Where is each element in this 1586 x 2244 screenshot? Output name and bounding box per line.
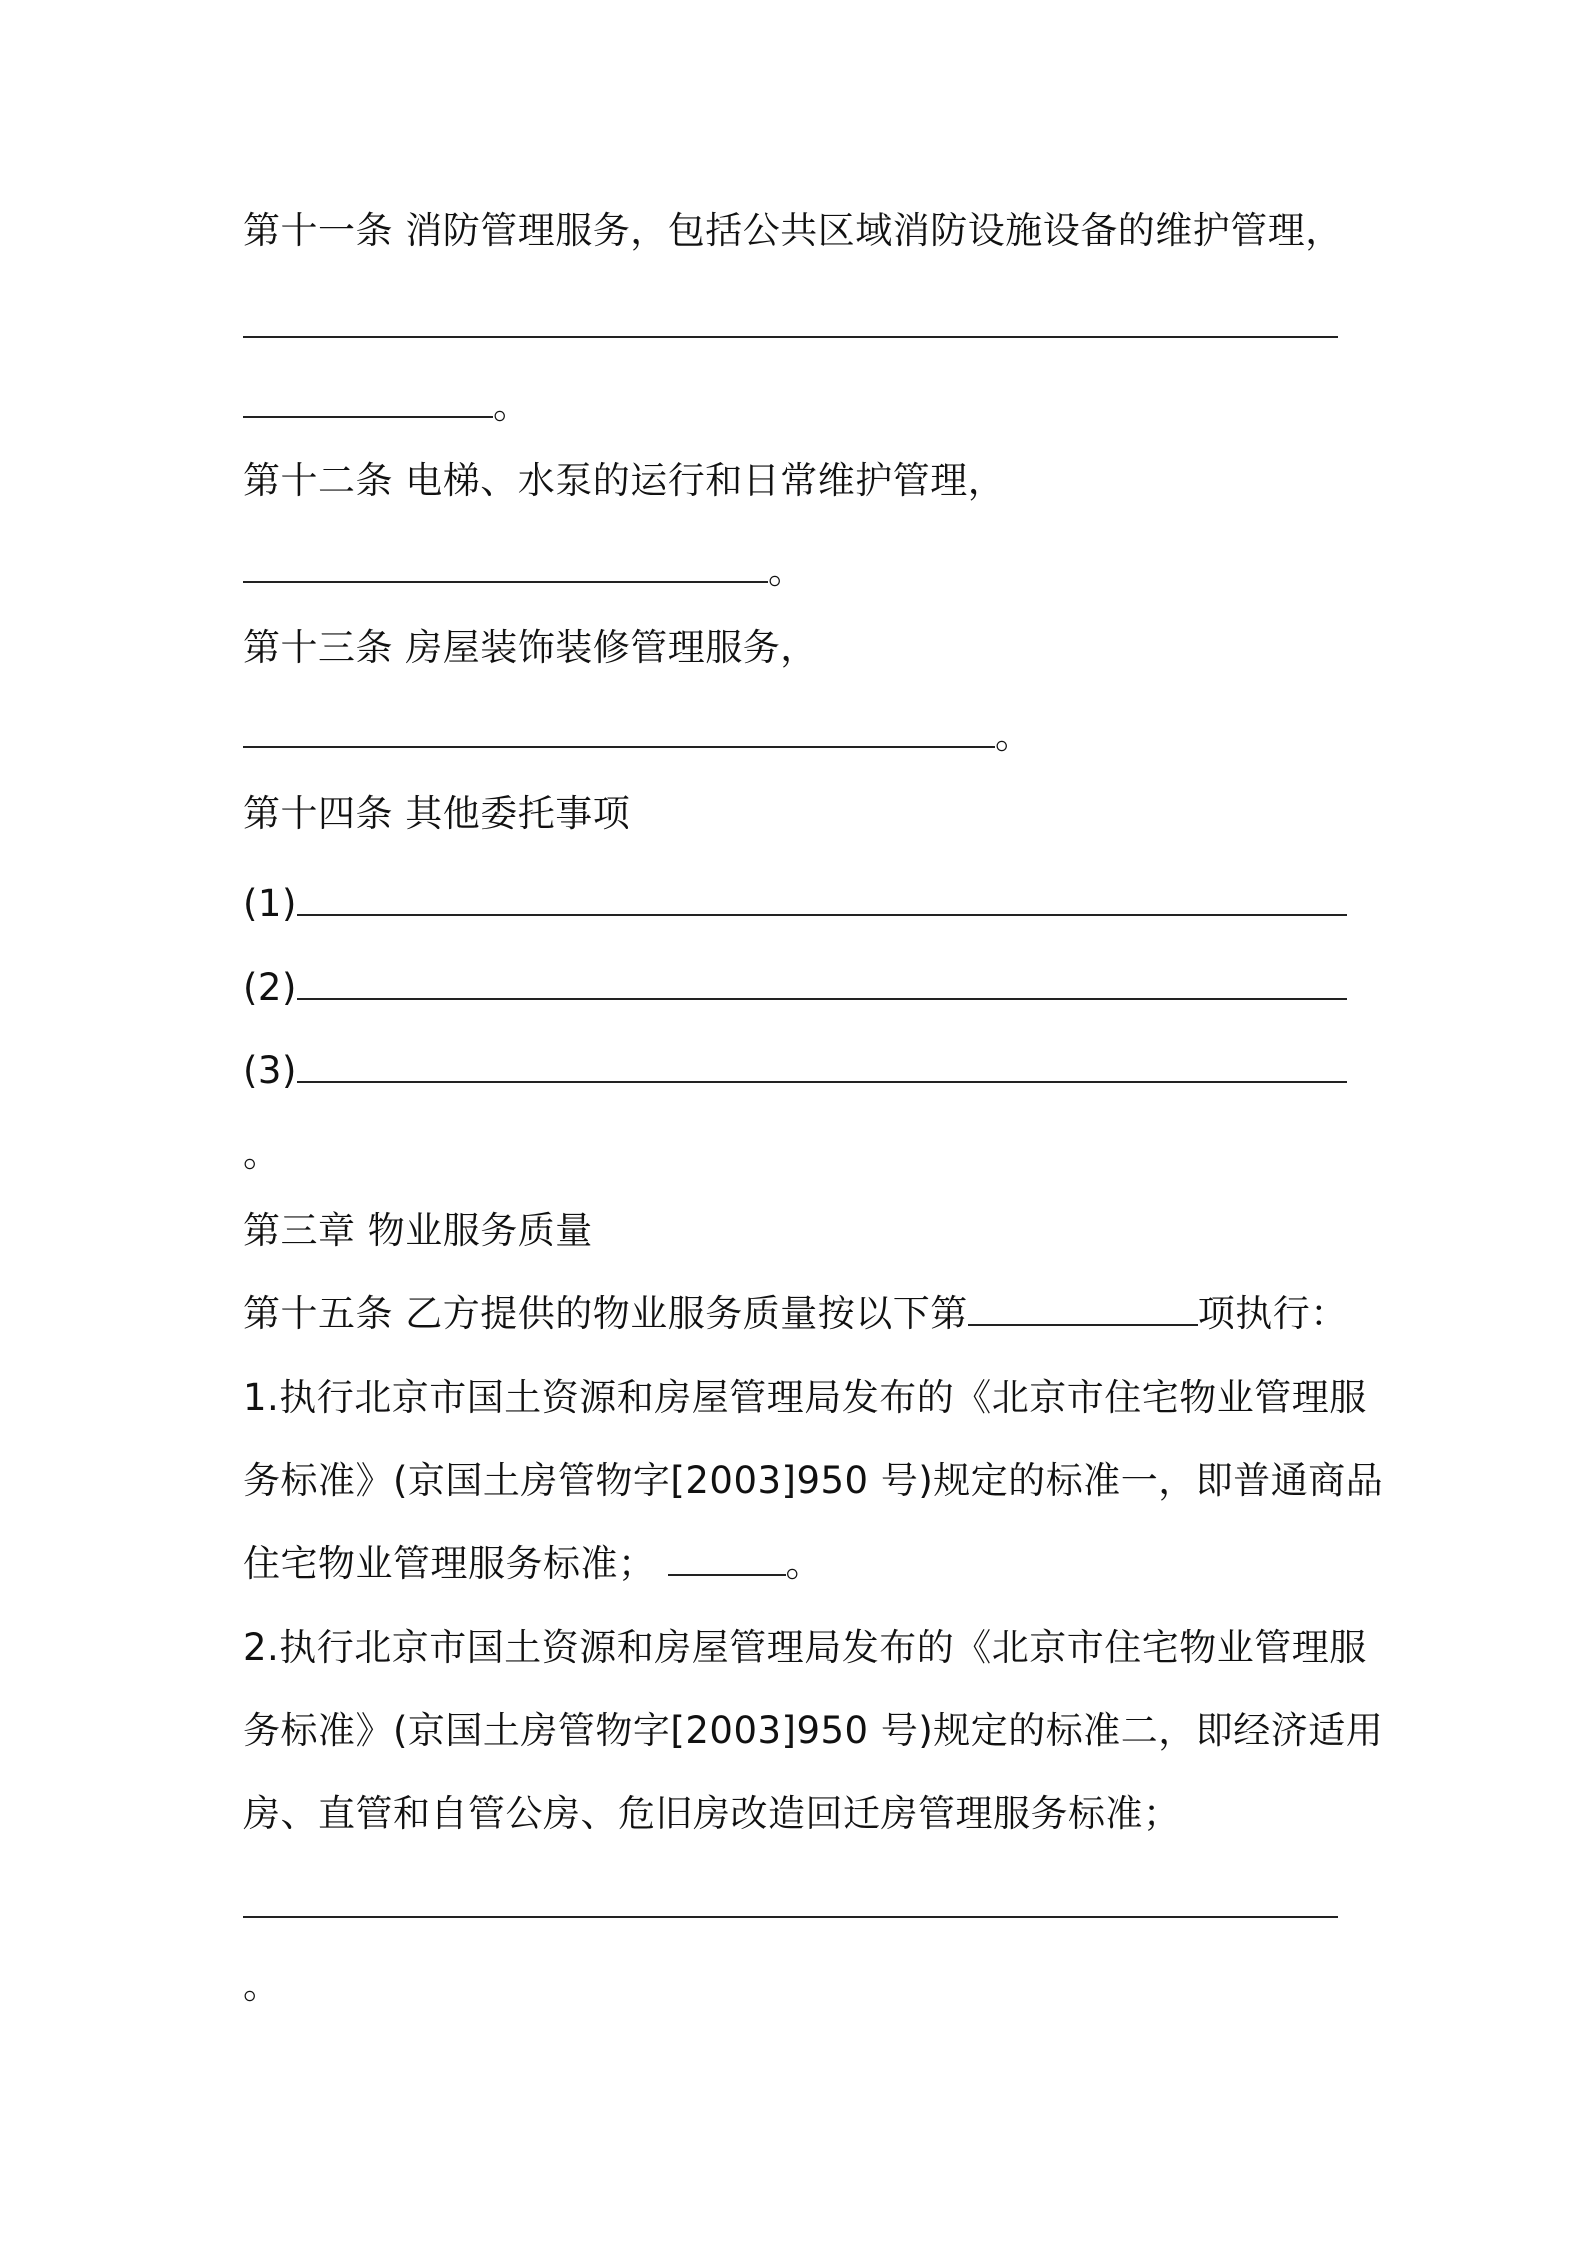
article-11-heading: 第十一条 消防管理服务，包括公共区域消防设施设备的维护管理， <box>243 209 1343 252</box>
option-1-line-3 <box>243 1538 823 1590</box>
article-13-blank-line <box>243 710 1033 762</box>
fill-blank[interactable] <box>243 716 995 748</box>
fill-blank[interactable] <box>243 306 1338 338</box>
fill-blank[interactable] <box>297 968 1347 1000</box>
fill-blank[interactable] <box>668 1544 786 1576</box>
article-11-blank-line-1 <box>243 300 1338 352</box>
item-number: (1) <box>243 882 297 925</box>
fill-blank[interactable] <box>243 1886 1338 1918</box>
fill-blank[interactable] <box>297 1051 1347 1083</box>
option-2-end: 。 <box>243 1964 281 2007</box>
article-14-heading: 第十四条 其他委托事项 <box>243 792 631 835</box>
article-11-blank-line-2 <box>243 380 531 432</box>
fill-blank[interactable] <box>968 1294 1198 1326</box>
item-number: (2) <box>243 966 297 1009</box>
article-12-heading: 第十二条 电梯、水泵的运行和日常维护管理， <box>243 459 1006 502</box>
period: 。 <box>493 384 531 427</box>
article-13-heading: 第十三条 房屋装饰装修管理服务， <box>243 626 818 669</box>
period: 。 <box>995 714 1033 757</box>
option-2-line-3: 房、直管和自管公房、危旧房改造回迁房管理服务标准； <box>243 1792 1181 1835</box>
option-1-line-2: 务标准》(京国土房管物字[2003]950 号)规定的标准一，即普通商品 <box>243 1459 1384 1502</box>
article-14-end: 。 <box>243 1132 281 1175</box>
article-14-item-2 <box>243 962 1347 1014</box>
option-1-text: 住宅物业管理服务标准； <box>243 1542 656 1585</box>
period: 。 <box>785 1542 823 1585</box>
fill-blank[interactable] <box>297 884 1347 916</box>
period: 。 <box>768 549 806 592</box>
chapter-3-title: 第三章 物业服务质量 <box>243 1209 593 1252</box>
article-15-text-after: 项执行： <box>1197 1292 1348 1335</box>
article-12-blank-line <box>243 545 806 597</box>
article-14-item-1 <box>243 878 1347 930</box>
article-14-item-3 <box>243 1045 1347 1097</box>
option-2-blank-line <box>243 1880 1338 1932</box>
option-1-line-1: 1.执行北京市国土资源和房屋管理局发布的《北京市住宅物业管理服 <box>243 1376 1367 1419</box>
option-2-line-2: 务标准》(京国土房管物字[2003]950 号)规定的标准二，即经济适用 <box>243 1709 1384 1752</box>
article-15-text: 第十五条 乙方提供的物业服务质量按以下第 <box>243 1292 968 1335</box>
fill-blank[interactable] <box>243 386 493 418</box>
item-number: (3) <box>243 1049 297 1092</box>
article-15-heading <box>243 1288 1348 1340</box>
fill-blank[interactable] <box>243 551 768 583</box>
option-2-line-1: 2.执行北京市国土资源和房屋管理局发布的《北京市住宅物业管理服 <box>243 1626 1367 1669</box>
